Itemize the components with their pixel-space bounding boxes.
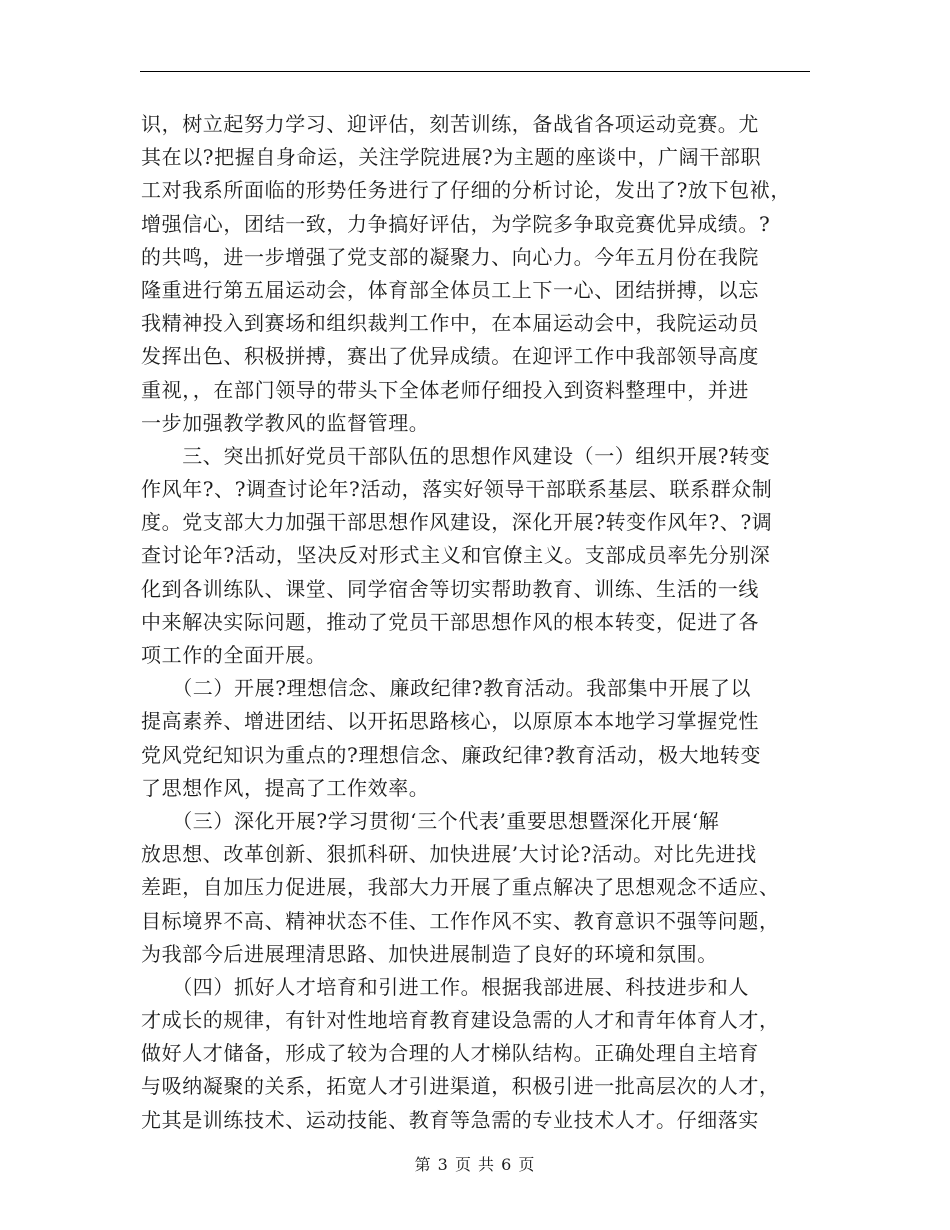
text-line: 为我部今后进展理清思路、加快进展制造了良好的环境和氛围。 (141, 941, 718, 966)
text-line: 度。党支部大力加强干部思想作风建设，深化开展?转变作风年?、?调 (141, 510, 773, 535)
text-line: 作风年?、?调查讨论年?活动，落实好领导干部联系基层、联系群众制 (141, 477, 773, 502)
text-line: 增强信心，团结一致，力争搞好评估，为学院多争取竞赛优异成绩。? (141, 211, 771, 236)
text-line: 放思想、改革创新、狠抓科研、加快进展’大讨论?活动。对比先进找 (141, 842, 757, 867)
text-line: 我精神投入到赛场和组织裁判工作中，在本届运动会中，我院运动员 (141, 311, 759, 336)
text-line: 重视，，在部门领导的带头下全体老师仔细投入到资料整理中，并进 (141, 377, 749, 402)
body-text (141, 108, 813, 1137)
text-line: 了思想作风，提高了工作效率。 (141, 775, 430, 800)
text-line: 才成长的规律，有针对性地培育教育建设急需的人才和青年体育人才， (141, 1008, 780, 1033)
text-line: 提高素养、增进团结、以开拓思路核心，以原原本本地学习掌握党性 (141, 709, 759, 734)
text-line: 化到各训练队、课堂、同学宿舍等切实帮助教育、训练、生活的一线 (141, 576, 759, 601)
text-line: 一步加强教学教风的监督管理。 (141, 410, 430, 435)
text-line: （二）开展?理想信念、廉政纪律?教育活动。我部集中开展了以 (141, 676, 752, 701)
text-line: 与吸纳凝聚的关系，拓宽人才引进渠道，积极引进一批高层次的人才， (141, 1074, 780, 1099)
text-line: 识，树立起努力学习、迎评估，刻苦训练，备战省各项运动竞赛。尤 (141, 112, 759, 136)
text-line: 三、突出抓好党员干部队伍的思想作风建设（一）组织开展?转变 (141, 443, 771, 468)
page-number: 第 3 页 共 6 页 (414, 1155, 536, 1174)
header-rule (140, 71, 810, 72)
text-line: 中来解决实际问题，推动了党员干部思想作风的根本转变，促进了各 (141, 609, 759, 634)
text-line: 隆重进行第五届运动会，体育部全体员工上下一心、团结拼搏，以忘 (141, 277, 759, 302)
text-line: 发挥出色、积极拼搏，赛出了优异成绩。在迎评工作中我部领导高度 (141, 344, 759, 369)
text-line: 项工作的全面开展。 (141, 643, 327, 667)
text-line: 其在以?把握自身命运，关注学院进展?为主题的座谈中，广阔干部职 (141, 145, 762, 170)
text-line: 目标境界不高、精神状态不佳、工作作风不实、教育意识不强等问题， (141, 908, 780, 933)
text-line: 的共鸣，进一步增强了党支部的凝聚力、向心力。今年五月份在我院 (141, 244, 759, 269)
text-line: 工对我系所面临的形势任务进行了仔细的分析讨论，发出了?放下包袱， (141, 178, 791, 203)
text-line: 做好人才储备，形成了较为合理的人才梯队结构。正确处理自主培育 (141, 1041, 759, 1066)
text-line: 尤其是训练技术、运动技能、教育等急需的专业技术人才。仔细落实 (141, 1107, 759, 1132)
text-line: （四）抓好人才培育和引进工作。根据我部进展、科技进步和人 (141, 974, 749, 999)
text-line: 差距，自加压力促进展，我部大力开展了重点解决了思想观念不适应、 (141, 875, 780, 900)
text-line: （三）深化开展?学习贯彻‘三个代表’重要思想暨深化开展‘解 (141, 808, 720, 833)
text-line: 党风党纪知识为重点的?理想信念、廉政纪律?教育活动，极大地转变 (141, 742, 762, 767)
text-line: 查讨论年?活动，坚决反对形式主义和官僚主义。支部成员率先分别深 (141, 543, 771, 568)
